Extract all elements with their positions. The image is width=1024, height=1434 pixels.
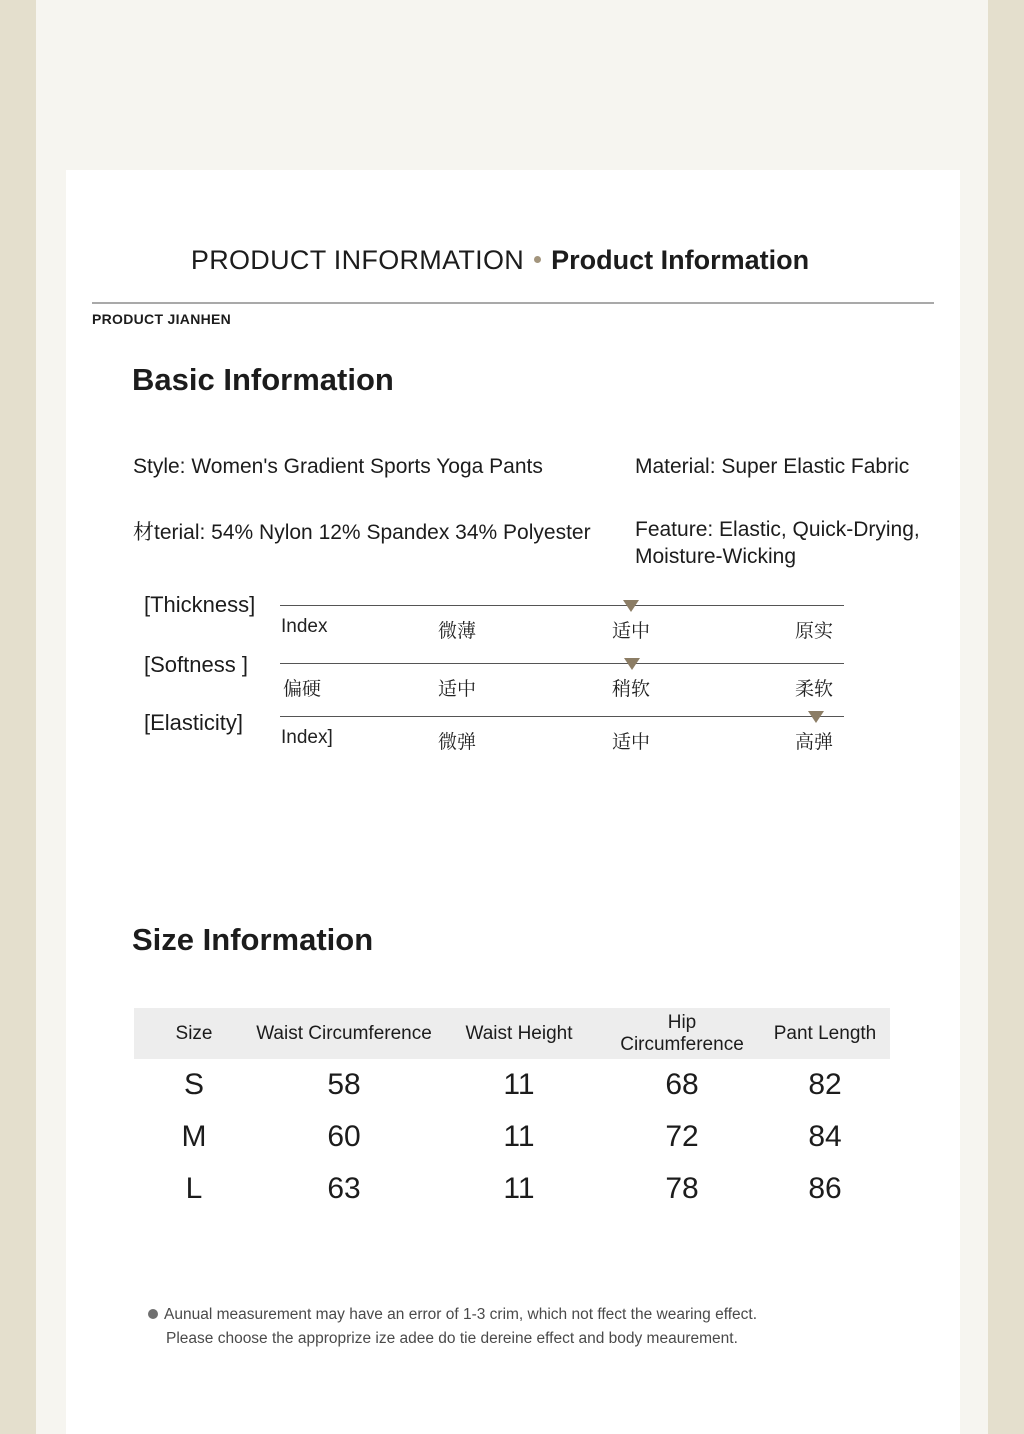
table-row — [134, 1111, 890, 1163]
table-cell: 84 — [808, 1120, 842, 1153]
thickness-scale-line — [280, 605, 844, 606]
header-title: PRODUCT INFORMATION — [190, 245, 525, 275]
table-cell: 63 — [327, 1172, 361, 1205]
feature-attribute — [635, 516, 920, 570]
softness-tick: 适中 — [438, 679, 477, 700]
column-header-size: Size — [134, 1008, 254, 1059]
elasticity-tick: Index] — [281, 727, 333, 748]
softness-scale-line — [280, 663, 844, 664]
elasticity-tick: 适中 — [612, 732, 651, 753]
note-line-1: Aunual measurement may have an error of 1-3 crim, which not ffect the wearing effect. — [164, 1306, 758, 1323]
size-table — [134, 1008, 890, 1215]
table-cell: 11 — [503, 1120, 535, 1153]
table-cell: M — [181, 1120, 207, 1153]
table-cell: 68 — [665, 1068, 699, 1101]
basic-info-title: Basic Information — [132, 362, 394, 397]
thickness-tick: 适中 — [612, 621, 651, 642]
softness-tick: 稍软 — [612, 679, 651, 700]
table-cell: S — [183, 1068, 204, 1101]
table-cell: 58 — [327, 1068, 361, 1101]
table-row — [134, 1163, 890, 1215]
thickness-tick: Index — [281, 616, 328, 637]
softness-tick: 柔软 — [795, 679, 834, 700]
elasticity-scale-line — [280, 716, 844, 717]
thickness-label: [Thickness] — [144, 592, 256, 617]
softness-marker-icon — [624, 658, 640, 670]
measurement-note — [148, 1306, 757, 1324]
softness-label: [Softness ] — [144, 652, 248, 677]
column-header-waist-height: Waist Height — [434, 1008, 604, 1059]
table-cell: 86 — [808, 1172, 842, 1205]
brand-label: PRODUCT JIANHEN — [92, 311, 232, 327]
table-row — [134, 1059, 890, 1111]
softness-tick: 偏硬 — [283, 679, 322, 700]
feature-line-2: Moisture-Wicking — [635, 545, 797, 568]
elasticity-marker-icon — [808, 711, 824, 723]
style-attribute: Style: Women's Gradient Sports Yoga Pants — [133, 455, 543, 478]
table-cell: 72 — [665, 1120, 699, 1153]
table-cell: 11 — [503, 1172, 535, 1205]
table-header-row — [134, 1008, 890, 1059]
separator-dot-icon — [534, 256, 541, 263]
page-header — [0, 245, 1000, 276]
elasticity-tick: 高弹 — [795, 732, 834, 753]
thickness-tick: 微薄 — [438, 621, 477, 642]
composition-attribute: 材terial: 54% Nylon 12% Spandex 34% Polyester — [133, 521, 591, 544]
table-cell: 11 — [503, 1068, 535, 1101]
table-cell: 60 — [327, 1120, 361, 1153]
column-header-pant-length: Pant Length — [760, 1008, 890, 1059]
column-header-waist-circumference: Waist Circumference — [254, 1008, 434, 1059]
table-cell: 78 — [665, 1172, 699, 1205]
thickness-marker-icon — [623, 600, 639, 612]
table-cell: L — [185, 1172, 203, 1205]
size-info-title: Size Information — [132, 922, 374, 957]
info-card — [66, 170, 960, 1434]
bullet-icon — [148, 1309, 158, 1319]
column-header-hip-circumference: Hip Circumference — [604, 1008, 760, 1059]
thickness-tick: 原实 — [795, 621, 834, 642]
elasticity-tick: 微弹 — [438, 732, 477, 753]
header-subtitle: Product Information — [551, 245, 810, 275]
table-cell: 82 — [808, 1068, 842, 1101]
material-attribute: Material: Super Elastic Fabric — [635, 455, 910, 478]
elasticity-label: [Elasticity] — [144, 710, 244, 735]
feature-line-1: Feature: Elastic, Quick-Drying, — [635, 518, 920, 541]
note-line-2: Please choose the approprize ize adee do tie dereine effect and body meaurement. — [166, 1330, 738, 1347]
header-divider — [92, 302, 934, 304]
